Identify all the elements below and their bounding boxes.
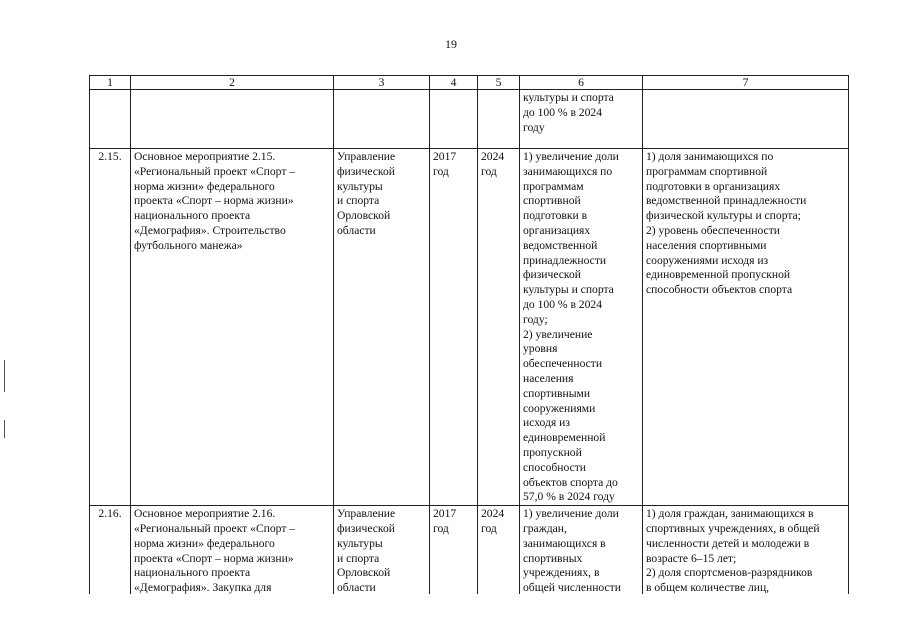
table-cell xyxy=(131,90,334,149)
margin-tick xyxy=(4,360,5,392)
cell-text-line: численности детей и молодежи в xyxy=(646,536,810,550)
page-number: 19 xyxy=(445,37,457,51)
cell-text-line: принадлежности xyxy=(523,253,607,267)
cell-text-line: ведомственной xyxy=(523,238,598,252)
cell-text-line: программам xyxy=(523,179,584,193)
cell-text-line: «Демография». Закупка для xyxy=(134,581,272,595)
cell-text-line: 1) увеличение доли xyxy=(523,150,619,163)
column-number: 2 xyxy=(131,76,334,90)
cell-text-line: исходя из xyxy=(523,416,570,430)
cell-text-line: пропускной xyxy=(523,445,582,459)
cell-text-line: культуры и спорта xyxy=(523,91,614,104)
measure-title-cell xyxy=(131,506,334,601)
column-number: 7 xyxy=(643,76,849,90)
indicators-cell xyxy=(643,506,849,601)
cell-text-line: проекта «Спорт – норма жизни» xyxy=(134,551,294,565)
cell-text-line: и спорта xyxy=(337,551,380,565)
cell-text-line: занимающихся по xyxy=(523,164,613,178)
cell-text-line: проекта «Спорт – норма жизни» xyxy=(134,194,294,208)
cell-text-line: обеспеченности xyxy=(523,357,603,371)
cell-text-line: способности xyxy=(523,460,586,474)
table-row xyxy=(90,149,849,506)
cell-text-line: 2) увеличение xyxy=(523,327,593,341)
cell-text-line: году; xyxy=(523,312,548,326)
cell-text-line: Основное мероприятие 2.15. xyxy=(134,150,276,163)
cell-text-line: году xyxy=(523,120,545,134)
cell-text-line: 1) доля занимающихся по xyxy=(646,150,774,163)
end-year-cell xyxy=(478,149,520,506)
column-number: 5 xyxy=(478,76,520,90)
cell-text-line: 2024 xyxy=(481,507,505,521)
cell-text-line: национального проекта xyxy=(134,566,251,580)
cell-text-line: 2017 xyxy=(433,507,457,521)
cell-text-line: Орловской xyxy=(337,209,391,223)
cell-text-line: 2) уровень обеспеченности xyxy=(646,223,780,237)
cell-text-line: год xyxy=(481,164,497,178)
cell-text-line: год xyxy=(433,164,449,178)
cell-text-line: норма жизни» федерального xyxy=(134,536,275,550)
responsible-executor-cell xyxy=(334,149,430,506)
cell-text-line: спортивной xyxy=(523,194,581,208)
cell-text-line: программам спортивной xyxy=(646,164,768,178)
cell-text-line: спортивных учреждениях, в общей xyxy=(646,521,820,535)
cell-text-line: населения спортивными xyxy=(646,238,767,252)
end-year-cell xyxy=(478,506,520,601)
column-number: 1 xyxy=(90,76,131,90)
cell-text-line: в общем количестве лиц, xyxy=(646,581,770,595)
cell-text-line: «Региональный проект «Спорт – xyxy=(134,521,296,535)
cell-text-line: Управление xyxy=(337,150,396,163)
cell-text-line: спортивными xyxy=(523,386,591,400)
cell-text-line: физической xyxy=(337,164,395,178)
cell-text-line: подготовки в xyxy=(523,209,588,223)
cell-text-line: организациях xyxy=(523,223,591,237)
cell-text-line: Орловской xyxy=(337,566,391,580)
start-year-cell xyxy=(430,149,478,506)
cell-text-line: единовременной xyxy=(523,431,606,445)
continuation-row xyxy=(90,90,849,149)
cell-text-line: объектов спорта до xyxy=(523,475,618,489)
cell-text-line: «Демография». Строительство xyxy=(134,223,286,237)
table-cell xyxy=(478,90,520,149)
cell-text-line: национального проекта xyxy=(134,209,251,223)
cell-text-line: учреждениях, в xyxy=(523,566,600,580)
cell-text-line: до 100 % в 2024 xyxy=(523,105,602,119)
cell-text-line: области xyxy=(337,223,376,237)
expected-results-cell xyxy=(520,506,643,601)
cell-text-line: норма жизни» федерального xyxy=(134,179,275,193)
program-table xyxy=(89,75,849,601)
cell-text-line: футбольного манежа» xyxy=(134,238,243,252)
cell-text-line: год xyxy=(433,521,449,535)
cell-text-line: 57,0 % в 2024 году xyxy=(523,490,615,504)
cell-text-line: до 100 % в 2024 xyxy=(523,297,602,311)
cell-text-line: занимающихся в xyxy=(523,536,606,550)
cell-text-line: области xyxy=(337,581,376,595)
cell-text-line: 2017 xyxy=(433,150,457,163)
table-cell xyxy=(430,90,478,149)
indicators-cell xyxy=(643,149,849,506)
page-cut xyxy=(0,594,902,640)
cell-text-line: возрасте 6–15 лет; xyxy=(646,551,737,565)
cell-text-line: 2024 xyxy=(481,150,505,163)
cell-text-line: населения xyxy=(523,371,574,385)
cell-text-line: подготовки в организациях xyxy=(646,179,781,193)
margin-tick xyxy=(4,420,5,438)
measure-title-cell xyxy=(131,149,334,506)
row-number: 2.16. xyxy=(90,506,131,601)
cell-text-line: способности объектов спорта xyxy=(646,283,793,297)
column-number-row xyxy=(90,76,849,90)
cell-text-line: физической xyxy=(337,521,395,535)
expected-results-cell xyxy=(520,149,643,506)
row-number: 2.15. xyxy=(90,149,131,506)
cell-text-line: и спорта xyxy=(337,194,380,208)
cell-text-line: культуры xyxy=(337,179,383,193)
cell-text-line: культуры xyxy=(337,536,383,550)
table-cell xyxy=(643,90,849,149)
column-number: 6 xyxy=(520,76,643,90)
cell-text-line: физической культуры и спорта; xyxy=(646,209,801,223)
table-row xyxy=(90,506,849,601)
responsible-executor-cell xyxy=(334,506,430,601)
table-cell xyxy=(90,90,131,149)
cell-text-line: уровня xyxy=(523,342,558,356)
cell-text-line: Основное мероприятие 2.16. xyxy=(134,507,276,521)
cell-text-line: сооружениями исходя из xyxy=(646,253,769,267)
cell-text-line: «Региональный проект «Спорт – xyxy=(134,164,296,178)
cell-text-line: ведомственной принадлежности xyxy=(646,194,807,208)
cell-text-line: 1) доля граждан, занимающихся в xyxy=(646,507,814,521)
cell-text-line: физической xyxy=(523,268,581,282)
cell-text-line: 2) доля спортсменов-разрядников xyxy=(646,566,813,580)
cell-text-line: общей численности xyxy=(523,581,621,595)
table-cell xyxy=(334,90,430,149)
expected-results-cell xyxy=(520,90,643,149)
column-number: 3 xyxy=(334,76,430,90)
cell-text-line: сооружениями xyxy=(523,401,596,415)
cell-text-line: единовременной пропускной xyxy=(646,268,791,282)
cell-text-line: Управление xyxy=(337,507,396,521)
start-year-cell xyxy=(430,506,478,601)
cell-text-line: граждан, xyxy=(523,521,567,535)
cell-text-line: культуры и спорта xyxy=(523,283,614,297)
cell-text-line: спортивных xyxy=(523,551,583,565)
cell-text-line: 1) увеличение доли xyxy=(523,507,619,521)
cell-text-line: год xyxy=(481,521,497,535)
column-number: 4 xyxy=(430,76,478,90)
